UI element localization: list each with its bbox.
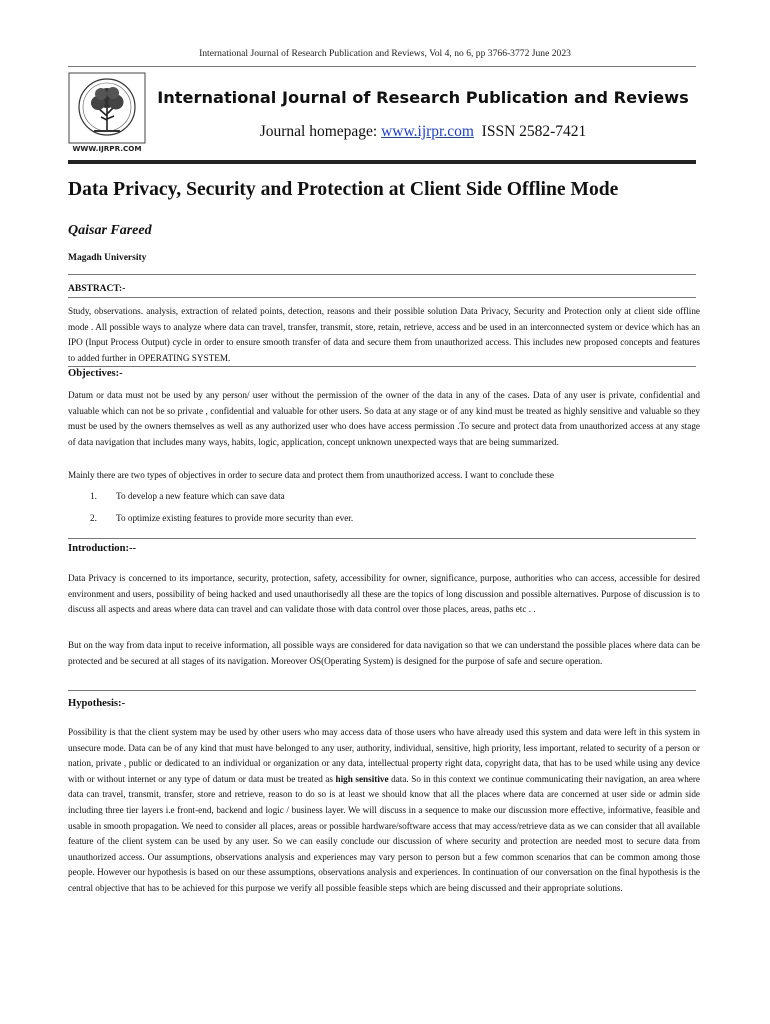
- abstract-rule-bottom: [68, 366, 696, 367]
- hypothesis-paragraph: [68, 725, 700, 897]
- journal-homepage-line: [150, 123, 696, 141]
- author-affiliation: Magadh University: [68, 253, 147, 263]
- list-item: [90, 513, 353, 523]
- abstract-label: ABSTRACT:-: [68, 284, 126, 294]
- header-rule-top: [68, 66, 696, 67]
- list-item-text: To develop a new feature which can save data: [116, 491, 285, 501]
- journal-name: International Journal of Research Publication and Reviews: [157, 88, 689, 107]
- abstract-rule-mid: [68, 297, 696, 298]
- list-item-number: 2.: [90, 513, 97, 523]
- list-item-text: To optimize existing features to provide more security than ever.: [116, 513, 354, 523]
- objectives-paragraph-2: Mainly there are two types of objectives in order to secure data and protect them from unauthorized access. I want to conclude these: [68, 470, 554, 480]
- introduction-paragraph-1: Data Privacy is concerned to its importance, security, protection, safety, accessibility for owner, significance, purpose, authorities who can access, accessible for desired environment and users, possibility of being hacked and used unauthorisedly all these are the topics of long discussion and possible alternatives. Purpose of discussion is to discuss all aspects and areas where data can travel and can validate those with data control over those places, areas, paths etc . .: [68, 573, 700, 615]
- abstract-text: Study, observations. analysis, extraction of related points, detection, reasons and their possible solution Data Privacy, Security and Protection only at client side offline mode . All possible ways to analyze where data can travel, transfer, transmit, store, retain, retrieve, access and be used in an interconnected system or device which has an IPO (Input Process Output) cycle in order to ensure smooth transfer of data and secure them from unauthorized access. This includes new proposed concepts and features to added further in OPERATING SYSTEM.: [68, 306, 700, 363]
- hypothesis-text-start: Possibility is that the client system may be used by other users who may access data of those users who have already used this system and data were left in this system in unsecure mode. Data can be of any kind that must have belonged to any user, authority, individual, sensitive, high priority, less important, related to security of a person or nation, private , public or dedicated to an individual or organization or any data, intellectual property right data, copyright data, that has to be used while using any device with or without internet or any type of datum or data must be treated as: [68, 727, 700, 784]
- running-head: International Journal of Research Publication and Reviews, Vol 4, no 6, pp 3766-3772 June 2023: [199, 48, 571, 59]
- author-name: Qaisar Fareed: [68, 223, 152, 238]
- list-item-number: 1.: [90, 491, 97, 501]
- hypothesis-rule: [68, 690, 696, 691]
- issn: ISSN 2582-7421: [481, 123, 587, 140]
- journal-logo: [68, 72, 146, 156]
- introduction-paragraph-2: But on the way from data input to receive information, all possible ways are considered for data navigation so that we can understand the possible places where data can be protected and be secured at all stages of its navigation. Moreover OS(Operating System) is designed for the purpose of safe and secure operation.: [68, 640, 700, 666]
- hypothesis-heading: Hypothesis:-: [68, 698, 126, 709]
- objectives-paragraph-1: Datum or data must not be used by any person/ user without the permission of the owner of the data in any of the cases. Data of any user is private, confidential and valuable which can not be so private , confidential and valuable for other users. So data at any stage or of any kind must be treated as highly sensitive and valuable so they must be used by the owners themselves as well as any authorized user who does have access permission .To secure and protect data from unauthorized access at any stage of data navigation that includes many ways, habits, logic, application, concept unknown unexpected ways that are being summarized.: [68, 390, 700, 447]
- introduction-rule: [68, 538, 696, 539]
- hypothesis-text-end: data. So in this context we continue communicating their navigation, an area where data can travel, transmit, transfer, store and retrieve, reason to do so is at least we should know that all the places where data are concerned at user side or admin side including three tier layers i.e front-end, backend and logic / business layer. We will discuss in a sequence to make our discussion more effective, informative, feasible and usable in smooth propagation. We need to consider all places, areas or possible hardware/software access that may access/retrieve data as we can consider that all available feature of the client system can be used by any user. So we can easily conclude our discussion of where security and protection are needed most to secure data from unauthorized access. Our assumptions, observations analysis and experiences may vary person to person but a few common scenarios that can be common among those people. However our hypothesis is based on our these assumptions, observations analysis and experiences. In continuation of our conversation on the final hypothesis is the central objective that has to be achieved for this purpose we verify all possible feasible steps which are being discussed and their appropriate solutions.: [68, 773, 700, 893]
- homepage-link[interactable]: www.ijrpr.com: [381, 123, 474, 140]
- logo-text: WWW.IJRPR.COM: [72, 144, 142, 153]
- hypothesis-emphasis: high sensitive: [335, 773, 389, 784]
- header-rule-bottom: [68, 160, 696, 164]
- objectives-heading: Objectives:-: [68, 368, 123, 379]
- list-item: [90, 491, 285, 501]
- paper-title: Data Privacy, Security and Protection at Client Side Offline Mode: [68, 179, 619, 200]
- introduction-heading: Introduction:--: [68, 543, 137, 554]
- homepage-label: Journal homepage:: [259, 123, 382, 140]
- abstract-rule-top: [68, 274, 696, 275]
